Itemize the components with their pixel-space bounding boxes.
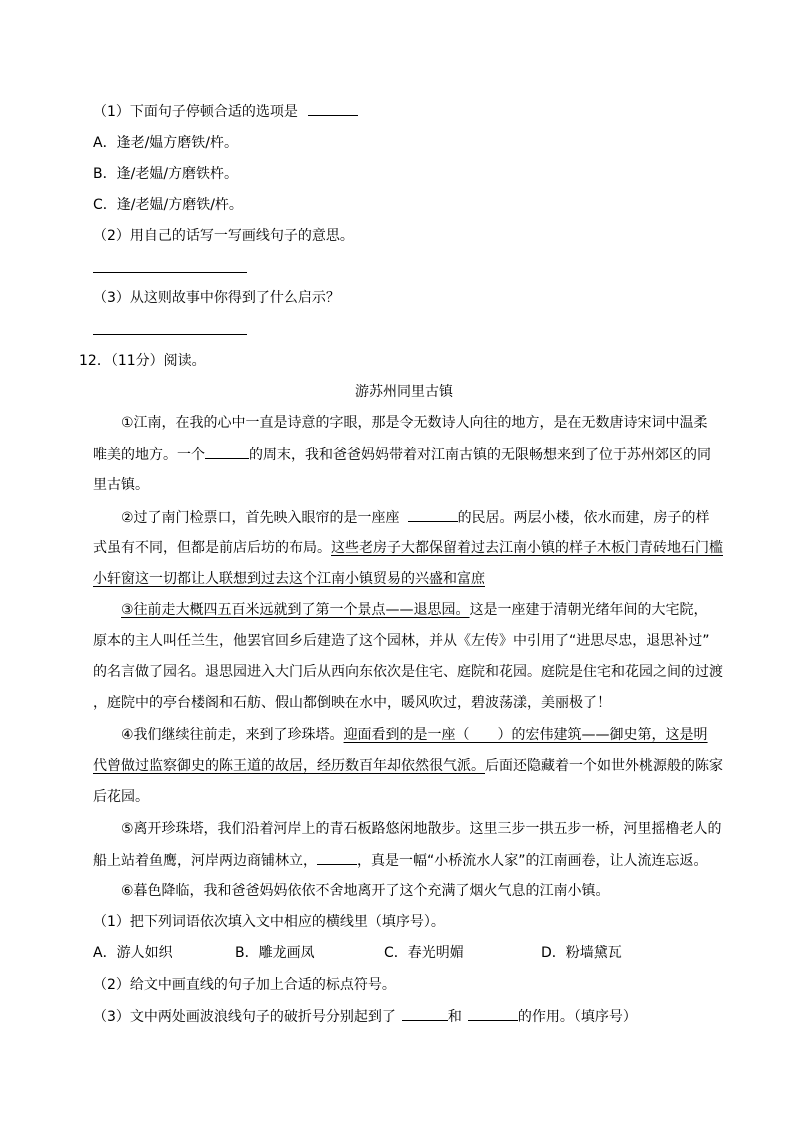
passage-title: 游苏州同里古镇 [355, 384, 453, 400]
p1-text: 唯美的地方。一个 [93, 447, 205, 463]
p3-line3: 的名言做了园名。退思园进入大门后从西向东依次是住宅、庭院和花园。庭院是住宅和花园之间的过渡 [93, 664, 723, 680]
answer-blank[interactable] [308, 101, 358, 116]
p2-line1 [121, 507, 710, 528]
fill-blank[interactable] [205, 444, 249, 459]
answer-blank[interactable] [468, 1006, 518, 1021]
p1-line3: 里古镇。 [93, 477, 149, 493]
answer-line[interactable] [93, 334, 247, 335]
p1-line2 [93, 444, 711, 465]
underlined-sentence: 这些老房子大都保留着过去江南小镇的样子木板门青砖地石门槛 [331, 540, 723, 556]
p4-line2 [93, 756, 723, 776]
q12-sub3 [93, 1006, 637, 1027]
p2-line2 [93, 538, 723, 558]
q11-sub1-text: （1）下面句子停顿合适的选项是 [93, 104, 298, 120]
p6-line1: ⑥暮色降临，我和爸爸妈妈依依不舍地离开了这个充满了烟火气息的江南小镇。 [121, 883, 610, 899]
p5-line2 [93, 850, 708, 871]
q11-option-a: A．逢老/媪方磨铁/杵。 [93, 135, 239, 151]
p2-text: ②过了南门检票口，首先映入眼帘的是一座座 [121, 510, 400, 526]
option-a: A．游人如织 [93, 945, 173, 961]
q11-sub1 [93, 101, 358, 122]
q11-sub2: （2）用自己的话写一写画线句子的意思。 [93, 228, 354, 244]
fill-blank[interactable] [408, 507, 458, 522]
p5-text: 船上站着鱼鹰，河岸两边商铺林立， [93, 853, 317, 869]
answer-blank[interactable] [402, 1006, 448, 1021]
option-d: D．粉墙黛瓦 [541, 945, 622, 961]
q12-sub3-text: （3）文中两处画波浪线句子的破折号分别起到了 [93, 1009, 396, 1025]
p4-text: ④我们继续往前走，来到了珍珠塔。 [121, 727, 344, 743]
wavy-sentence: ③往前走大概四五百米远就到了第一个景点——退思园。 [121, 602, 470, 618]
p3-text: 这是一座建于清朝光绪年间的大宅院， [469, 602, 708, 618]
p2-line3: 小轩窗这一切都让人联想到过去这个江南小镇贸易的兴盛和富庶 [93, 571, 485, 587]
wavy-sentence: 代曾做过监察御史的陈王道的故居，经历数百年却依然很气派。 [93, 758, 485, 774]
q12-sub1: （1）把下列词语依次填入文中相应的横线里（填序号）。 [93, 914, 445, 930]
p4-line1 [121, 725, 708, 745]
p2-text: 的民居。两层小楼，依水而建，房子的样 [457, 510, 710, 526]
q12-header: 12．（11分）阅读。 [79, 353, 206, 369]
p3-line4: ，庭院中的亭台楼阁和石舫、假山都倒映在水中，暖风吹过，碧波荡漾，美丽极了！ [93, 695, 611, 711]
q11-option-b: B．逢/老媪/方磨铁杵。 [93, 166, 239, 182]
p5-line1: ⑤离开珍珠塔，我们沿着河岸上的青石板路悠闲地散步。这里三步一拱五步一桥，河里摇橹老人的 [121, 821, 722, 837]
fill-blank[interactable] [317, 850, 357, 865]
q12-sub3-text: 和 [447, 1009, 462, 1025]
answer-line[interactable] [93, 272, 247, 273]
wavy-sentence: 迎面看到的是一座（ ）的宏伟建筑——御史第，这是明 [343, 727, 708, 743]
q11-sub3: （3）从这则故事中你得到了什么启示？ [93, 290, 340, 306]
q12-sub2: （2）给文中画直线的句子加上合适的标点符号。 [93, 977, 396, 993]
p1-text: 的周末，我和爸爸妈妈带着对江南古镇的无限畅想来到了位于苏州郊区的同 [249, 447, 711, 463]
p2-text: 式虽有不同，但都是前店后坊的布局。 [93, 540, 331, 556]
q11-option-c: C．逢/老媪/方磨铁/杵。 [93, 197, 243, 213]
p4-text: 后面还隐藏着一个如世外桃源般的陈家 [485, 758, 723, 774]
p1-line1: ①江南，在我的心中一直是诗意的字眼，那是令无数诗人向往的地方，是在无数唐诗宋词中温柔 [121, 415, 708, 431]
p3-line2: 原本的主人叫任兰生，他罢官回乡后建造了这个园林，并从《左传》中引用了“进思尽忠，退思补过” [93, 633, 710, 649]
p3-line1 [121, 600, 708, 620]
q12-sub3-text: 的作用。（填序号） [517, 1009, 637, 1025]
option-b: B．雕龙画凤 [235, 945, 315, 961]
option-c: C．春光明媚 [384, 945, 464, 961]
p4-line3: 后花园。 [93, 789, 149, 805]
p5-text: ，真是一幅“小桥流水人家”的江南画卷，让人流连忘返。 [357, 853, 708, 869]
